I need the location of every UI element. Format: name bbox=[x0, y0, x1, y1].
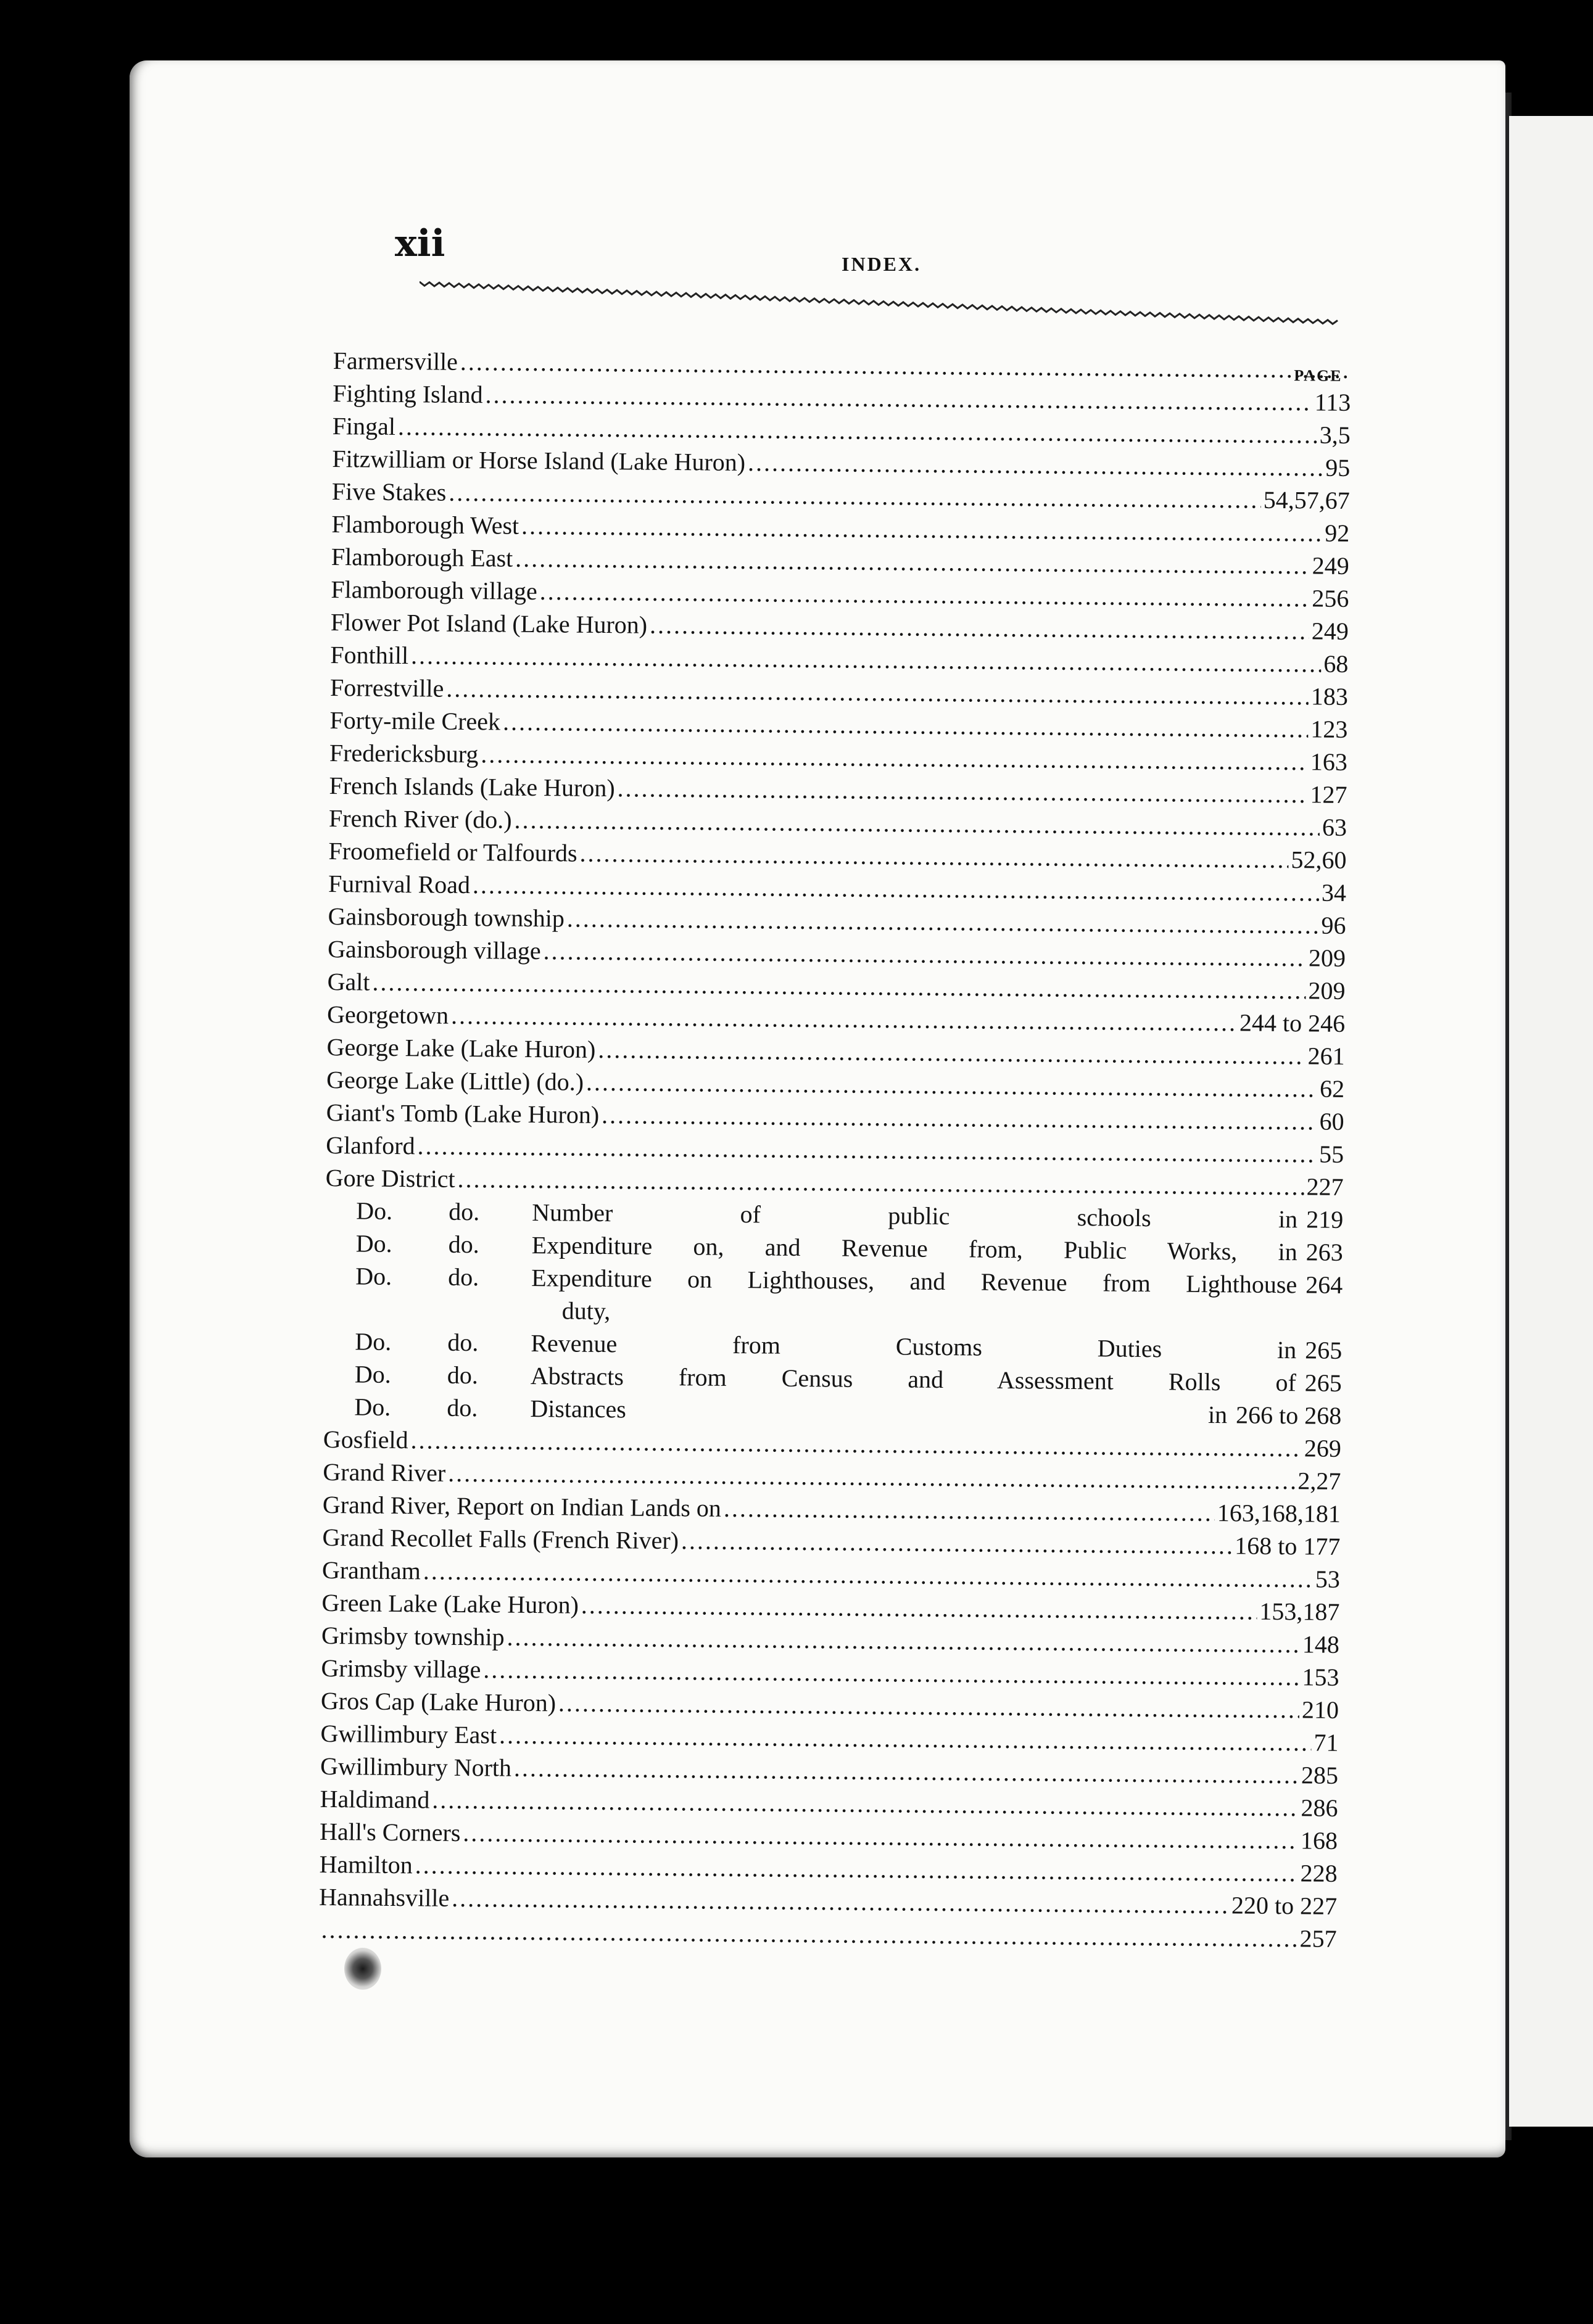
entry-page-ref: 227 bbox=[1306, 1172, 1344, 1201]
entry-page-ref: 163 bbox=[1310, 748, 1348, 776]
dot-leader bbox=[724, 1492, 1215, 1529]
entry-page-ref: 127 bbox=[1310, 780, 1347, 809]
entry-term: Five Stakes bbox=[331, 477, 447, 506]
entry-term: Gwillimbury East bbox=[320, 1719, 497, 1749]
entry-page-ref: 209 bbox=[1308, 944, 1346, 972]
entry-term: Gore District bbox=[325, 1163, 455, 1193]
entry-term: Forty-mile Creek bbox=[329, 706, 501, 736]
entry-page-ref: 286 bbox=[1301, 1794, 1338, 1822]
subentry-page-ref: 219 bbox=[1305, 1205, 1344, 1234]
entry-page-ref: 163,168,181 bbox=[1217, 1499, 1341, 1528]
entry-page-ref: 96 bbox=[1321, 911, 1346, 939]
entry-term: Froomefield or Talfourds bbox=[328, 836, 577, 867]
subentry-page-ref: 264 bbox=[1305, 1271, 1343, 1299]
subentry-description: Abstracts from Census and Assessment Rolls of bbox=[530, 1361, 1296, 1397]
entry-term: French River (do.) bbox=[328, 804, 512, 834]
entry-term: Gainsborough village bbox=[327, 934, 541, 965]
ink-stain bbox=[344, 1948, 381, 1990]
entry-page-ref: 168 bbox=[1300, 1826, 1338, 1855]
entry-term: Giant's Tomb (Lake Huron) bbox=[326, 1098, 600, 1129]
entry-page-ref: 3,5 bbox=[1319, 421, 1351, 449]
entry-page-ref: 95 bbox=[1325, 453, 1351, 482]
entry-page-ref: 249 bbox=[1311, 617, 1349, 645]
subentry-page-ref: 263 bbox=[1305, 1238, 1343, 1266]
entry-page-ref: 285 bbox=[1301, 1761, 1339, 1789]
entry-page-ref: 60 bbox=[1319, 1107, 1344, 1135]
entry-page-ref: 92 bbox=[1325, 519, 1350, 547]
entry-term: Flower Pot Island (Lake Huron) bbox=[330, 608, 648, 639]
subentry-description: Expenditure on, and Revenue from, Public Works, in bbox=[531, 1230, 1297, 1266]
subentry-description: Expenditure on Lighthouses, and Revenue from Lighthouse bbox=[531, 1263, 1297, 1299]
dot-leader bbox=[681, 1524, 1233, 1562]
entry-page-ref: 2,27 bbox=[1297, 1467, 1341, 1495]
subentry-page-ref: 265 bbox=[1305, 1336, 1343, 1364]
ditto-col-1: Do. bbox=[355, 1327, 392, 1356]
ditto-col-2: do. bbox=[448, 1263, 479, 1292]
entry-term: Hall's Corners bbox=[319, 1817, 461, 1847]
dot-leader bbox=[581, 1589, 1257, 1628]
entry-term: George Lake (Little) (do.) bbox=[326, 1065, 584, 1096]
entry-page-ref: 52,60 bbox=[1291, 846, 1347, 874]
gore-district-subentries bbox=[323, 1194, 1343, 1432]
entry-page-ref: 123 bbox=[1310, 715, 1348, 743]
entry-term: Hannahsville bbox=[318, 1882, 450, 1912]
index-entries-f-to-gore bbox=[325, 344, 1351, 1203]
entry-term: Gwillimbury North bbox=[320, 1752, 512, 1782]
entry-term: Flamborough East bbox=[331, 542, 513, 572]
entry-page-ref: 168 to 177 bbox=[1235, 1531, 1341, 1560]
entry-page-ref: 209 bbox=[1308, 976, 1346, 1005]
ditto-col-2: do. bbox=[447, 1361, 479, 1390]
entry-page-ref: 220 to 227 bbox=[1231, 1891, 1338, 1920]
running-head: INDEX. bbox=[842, 253, 922, 275]
entry-term: Galt bbox=[327, 967, 370, 996]
entry-page-ref: 63 bbox=[1322, 813, 1347, 841]
entry-term: George Lake (Lake Huron) bbox=[326, 1032, 596, 1063]
entry-term: Fredericksburg bbox=[329, 738, 479, 768]
ditto-col-2: do. bbox=[448, 1230, 479, 1259]
entry-term: Fitzwilliam or Horse Island (Lake Huron) bbox=[332, 444, 746, 477]
ditto-col-2: do. bbox=[447, 1328, 479, 1357]
entry-term: Fingal bbox=[332, 411, 396, 440]
entry-page-ref: 269 bbox=[1304, 1434, 1342, 1462]
entry-term: Fonthill bbox=[330, 640, 409, 670]
entry-term: Furnival Road bbox=[328, 869, 471, 899]
entry-page-ref: 257 bbox=[1299, 1924, 1337, 1953]
entry-page-ref: 68 bbox=[1323, 649, 1349, 678]
dot-leader bbox=[748, 446, 1323, 484]
entry-term: Grantham bbox=[321, 1556, 421, 1585]
ditto-col-1: Do. bbox=[354, 1393, 391, 1421]
folio-number: xii bbox=[395, 222, 445, 265]
entry-term: Forrestville bbox=[329, 673, 444, 703]
entry-page-ref: 53 bbox=[1315, 1565, 1341, 1593]
entry-term: Georgetown bbox=[326, 1000, 449, 1029]
entry-term: Gros Cap (Lake Huron) bbox=[320, 1686, 557, 1717]
entry-term: Gainsborough township bbox=[328, 902, 565, 933]
entry-page-ref: 55 bbox=[1318, 1140, 1344, 1168]
entry-term: Glanford bbox=[326, 1131, 415, 1160]
entry-term: Grand Recollet Falls (French River) bbox=[322, 1523, 679, 1555]
entry-term: Haldimand bbox=[320, 1784, 430, 1814]
subentry-description: Revenue from Customs Duties in bbox=[531, 1329, 1297, 1364]
entry-term: French Islands (Lake Huron) bbox=[329, 771, 615, 802]
subentry-description: Number of public schools in bbox=[532, 1198, 1298, 1234]
entry-page-ref: 249 bbox=[1312, 551, 1350, 580]
entry-page-ref: 228 bbox=[1300, 1859, 1338, 1887]
ditto-col-2: do. bbox=[447, 1393, 478, 1422]
wavy-rule bbox=[420, 281, 1339, 331]
ditto-col-1: Do. bbox=[355, 1229, 392, 1258]
entry-term: Fighting Island bbox=[333, 379, 483, 409]
entry-page-ref: 71 bbox=[1314, 1728, 1339, 1757]
subentry-continuation: duty, bbox=[561, 1296, 611, 1325]
ditto-col-1: Do. bbox=[355, 1262, 392, 1290]
entry-term: Gosfield bbox=[323, 1425, 408, 1454]
next-page-edge bbox=[1509, 116, 1593, 2127]
ditto-col-1: Do. bbox=[356, 1197, 393, 1225]
index-list bbox=[318, 344, 1351, 1955]
entry-term: Farmersville bbox=[333, 346, 458, 376]
entry-term: Hamilton bbox=[319, 1850, 413, 1879]
entry-term: Flamborough village bbox=[331, 575, 537, 606]
dot-leader bbox=[650, 609, 1309, 648]
index-entries-gosfield-to-h bbox=[318, 1423, 1341, 1955]
entry-page-ref: 210 bbox=[1301, 1696, 1339, 1724]
entry-term: Flamborough West bbox=[331, 509, 519, 540]
subentry-page-ref: 265 bbox=[1304, 1369, 1342, 1397]
entry-term: Grimsby village bbox=[321, 1654, 481, 1684]
entry-page-ref: 261 bbox=[1307, 1042, 1345, 1070]
entry-page-ref: 256 bbox=[1312, 584, 1349, 612]
entry-page-ref: 153,187 bbox=[1259, 1597, 1340, 1626]
subentry-description: Distances in bbox=[530, 1394, 1228, 1429]
entry-page-ref: 62 bbox=[1319, 1074, 1345, 1103]
entry-term: Grimsby township bbox=[321, 1621, 505, 1651]
entry-page-ref: 54,57,67 bbox=[1263, 485, 1350, 514]
entry-page-ref: 34 bbox=[1321, 878, 1347, 907]
subentry-page-ref: 266 to 268 bbox=[1235, 1401, 1342, 1430]
entry-page-ref: 148 bbox=[1302, 1630, 1340, 1659]
ditto-col-1: Do. bbox=[354, 1360, 391, 1388]
entry-term: Grand River bbox=[323, 1457, 446, 1487]
entry-page-ref: 113 bbox=[1314, 388, 1351, 416]
entry-page-ref: 153 bbox=[1302, 1663, 1339, 1691]
page-column-label: PAGE bbox=[1294, 366, 1343, 385]
entry-term: Green Lake (Lake Huron) bbox=[321, 1588, 579, 1619]
entry-page-ref: 183 bbox=[1310, 682, 1349, 711]
ditto-col-2: do. bbox=[449, 1197, 480, 1226]
entry-term: Grand River, Report on Indian Lands on bbox=[322, 1490, 722, 1522]
entry-page-ref: 244 to 246 bbox=[1239, 1008, 1346, 1037]
